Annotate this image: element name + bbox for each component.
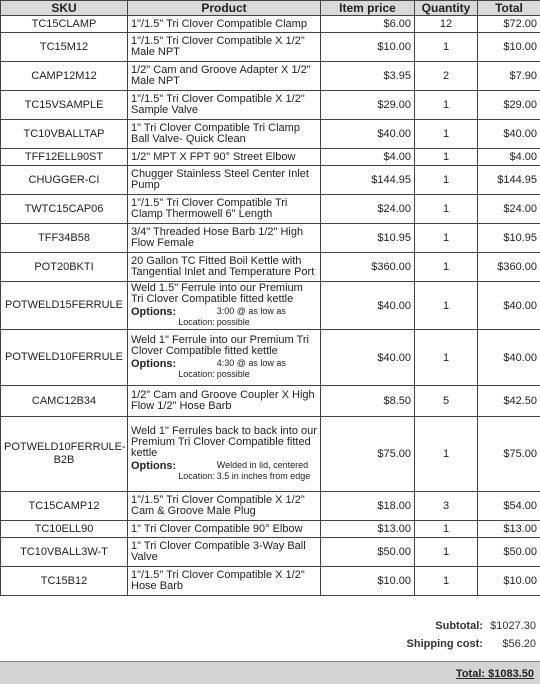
- cell-product: [128, 224, 321, 253]
- shipping-line: [407, 638, 536, 650]
- cell-total: $360.00: [478, 253, 540, 282]
- product-options: [131, 306, 317, 328]
- cell-sku: TWTC15CAP06: [1, 195, 128, 224]
- header-total: Total: [478, 1, 540, 16]
- location-value: Welded in lid, centered 3.5 in inches from edge: [217, 460, 317, 482]
- location-value: 4:30 @ as low as possible: [217, 358, 317, 380]
- product-name: 1" Tri Clover Compatible Tri Clamp Ball Valve- Quick Clean: [131, 123, 317, 145]
- cell-item-price: $75.00: [321, 417, 415, 492]
- product-options: [131, 460, 317, 482]
- cell-sku: TC15CAMP12: [1, 492, 128, 521]
- cell-quantity: 1: [415, 253, 478, 282]
- cell-quantity: 1: [415, 120, 478, 149]
- shipping-label: Shipping cost:: [407, 638, 483, 650]
- cell-total: $10.00: [478, 567, 540, 596]
- cell-item-price: $8.50: [321, 386, 415, 417]
- cell-quantity: 1: [415, 195, 478, 224]
- cell-quantity: 1: [415, 166, 478, 195]
- cell-quantity: 1: [415, 521, 478, 538]
- grand-total-bar: [0, 661, 540, 684]
- options-label: Options:: [131, 306, 176, 328]
- cell-item-price: $10.00: [321, 567, 415, 596]
- cell-quantity: 1: [415, 33, 478, 62]
- cell-item-price: $18.00: [321, 492, 415, 521]
- table-row: [1, 567, 540, 596]
- header-quantity: Quantity: [415, 1, 478, 16]
- cell-sku: POTWELD10FERRULE: [1, 330, 128, 386]
- product-name: 1/2" MPT X FPT 90° Street Elbow: [131, 152, 317, 163]
- header-product: Product: [128, 1, 321, 16]
- cell-product: [128, 417, 321, 492]
- table-row: [1, 166, 540, 195]
- cell-total: $13.00: [478, 521, 540, 538]
- cell-sku: TC15M12: [1, 33, 128, 62]
- cell-sku: POTWELD10FERRULE-B2B: [1, 417, 128, 492]
- cell-total: $144.95: [478, 166, 540, 195]
- cell-product: [128, 33, 321, 62]
- product-name: Weld 1" Ferrule into our Premium Tri Clover Compatible fitted kettle: [131, 335, 317, 357]
- table-row: [1, 149, 540, 166]
- cell-total: $42.50: [478, 386, 540, 417]
- cell-sku: TC10ELL90: [1, 521, 128, 538]
- cell-item-price: $13.00: [321, 521, 415, 538]
- product-name: 1/2" Cam and Groove Adapter X 1/2" Male NPT: [131, 65, 317, 87]
- cell-sku: POTWELD15FERRULE: [1, 282, 128, 330]
- cell-sku: CAMC12B34: [1, 386, 128, 417]
- cell-quantity: 1: [415, 417, 478, 492]
- table-row: [1, 91, 540, 120]
- cell-total: $29.00: [478, 91, 540, 120]
- cell-product: [128, 386, 321, 417]
- cell-product: [128, 16, 321, 33]
- grand-total: [456, 668, 534, 680]
- location-label: Location:: [178, 471, 217, 482]
- cell-sku: CAMP12M12: [1, 62, 128, 91]
- table-row: [1, 492, 540, 521]
- cell-product: [128, 62, 321, 91]
- table-row: [1, 16, 540, 33]
- cell-item-price: $4.00: [321, 149, 415, 166]
- cell-product: [128, 567, 321, 596]
- cell-total: $7.90: [478, 62, 540, 91]
- cell-total: $40.00: [478, 282, 540, 330]
- cell-total: $72.00: [478, 16, 540, 33]
- product-name: 3/4" Threaded Hose Barb 1/2" High Flow Female: [131, 227, 317, 249]
- cell-product: [128, 538, 321, 567]
- product-name: Weld 1.5" Ferrule into our Premium Tri Clover Compatible fitted kettle: [131, 283, 317, 305]
- cell-product: [128, 195, 321, 224]
- cell-quantity: 1: [415, 538, 478, 567]
- cell-sku: TC15B12: [1, 567, 128, 596]
- cell-item-price: $6.00: [321, 16, 415, 33]
- cell-product: [128, 253, 321, 282]
- cell-item-price: $40.00: [321, 120, 415, 149]
- cell-quantity: 1: [415, 224, 478, 253]
- cell-item-price: $29.00: [321, 91, 415, 120]
- cell-sku: TC10VBALL3W-T: [1, 538, 128, 567]
- location-value: 3:00 @ as low as possible: [217, 306, 317, 328]
- options-label: Options:: [131, 460, 176, 482]
- cell-total: $40.00: [478, 120, 540, 149]
- product-name: 1"/1.5" Tri Clover Compatible Clamp: [131, 19, 317, 30]
- table-row: [1, 417, 540, 492]
- product-name: 1" Tri Clover Compatible 3-Way Ball Valve: [131, 541, 317, 563]
- cell-product: [128, 330, 321, 386]
- cell-quantity: 12: [415, 16, 478, 33]
- cell-quantity: 1: [415, 567, 478, 596]
- header-sku: SKU: [1, 1, 128, 16]
- header-item-price: Item price: [321, 1, 415, 16]
- product-name: 1/2" Cam and Groove Coupler X High Flow 1/2" Hose Barb: [131, 390, 317, 412]
- product-name: 1"/1.5" Tri Clover Compatible X 1/2" Hose Barb: [131, 570, 317, 592]
- cell-sku: TC10VBALLTAP: [1, 120, 128, 149]
- cell-product: [128, 149, 321, 166]
- product-name: Chugger Stainless Steel Center Inlet Pump: [131, 169, 317, 191]
- cell-item-price: $40.00: [321, 330, 415, 386]
- cell-item-price: $10.00: [321, 33, 415, 62]
- cell-total: $24.00: [478, 195, 540, 224]
- location-label: Location:: [178, 317, 217, 328]
- cell-item-price: $3.95: [321, 62, 415, 91]
- shipping-value: $56.20: [486, 638, 536, 650]
- cell-quantity: 1: [415, 149, 478, 166]
- product-name: 1"/1.5" Tri Clover Compatible X 1/2" Cam & Groove Male Plug: [131, 495, 317, 517]
- cell-total: $4.00: [478, 149, 540, 166]
- table-row: [1, 330, 540, 386]
- table-row: [1, 282, 540, 330]
- table-row: [1, 120, 540, 149]
- cell-sku: TFF12ELL90ST: [1, 149, 128, 166]
- cell-item-price: $50.00: [321, 538, 415, 567]
- product-name: 20 Gallon TC Fitted Boil Kettle with Tangential Inlet and Temperature Port: [131, 256, 317, 278]
- table-row: [1, 538, 540, 567]
- cell-item-price: $24.00: [321, 195, 415, 224]
- cell-item-price: $144.95: [321, 166, 415, 195]
- cell-product: [128, 91, 321, 120]
- product-name: 1"/1.5" Tri Clover Compatible Tri Clamp Thermowell 6" Length: [131, 198, 317, 220]
- cell-quantity: 2: [415, 62, 478, 91]
- product-name: 1" Tri Clover Compatible 90° Elbow: [131, 524, 317, 535]
- table-header-row: [1, 1, 540, 16]
- cell-total: $10.00: [478, 33, 540, 62]
- table-row: [1, 195, 540, 224]
- cell-sku: TC15CLAMP: [1, 16, 128, 33]
- cell-total: $50.00: [478, 538, 540, 567]
- cell-item-price: $10.95: [321, 224, 415, 253]
- product-name: Weld 1" Ferrules back to back into our Premium Tri Clover Compatible fitted kettle: [131, 426, 317, 459]
- cell-total: $10.95: [478, 224, 540, 253]
- grand-total-label: Total:: [456, 668, 485, 680]
- subtotal-line: [435, 620, 536, 632]
- cell-item-price: $40.00: [321, 282, 415, 330]
- product-options: [131, 358, 317, 380]
- cell-quantity: 1: [415, 330, 478, 386]
- cell-total: $54.00: [478, 492, 540, 521]
- cell-quantity: 5: [415, 386, 478, 417]
- cell-total: $75.00: [478, 417, 540, 492]
- cell-item-price: $360.00: [321, 253, 415, 282]
- table-row: [1, 33, 540, 62]
- options-label: Options:: [131, 358, 176, 380]
- subtotal-label: Subtotal:: [435, 620, 483, 632]
- table-row: [1, 253, 540, 282]
- product-name: 1"/1.5" Tri Clover Compatible X 1/2" Male NPT: [131, 36, 317, 58]
- subtotal-value: $1027.30: [486, 620, 536, 632]
- cell-total: $40.00: [478, 330, 540, 386]
- cell-product: [128, 120, 321, 149]
- table-row: [1, 521, 540, 538]
- cell-quantity: 1: [415, 282, 478, 330]
- cell-sku: POT20BKTI: [1, 253, 128, 282]
- cell-product: [128, 166, 321, 195]
- product-name: 1"/1.5" Tri Clover Compatible X 1/2" Sample Valve: [131, 94, 317, 116]
- grand-total-value: $1083.50: [488, 668, 534, 680]
- location-label: Location:: [178, 369, 217, 380]
- cell-product: [128, 492, 321, 521]
- cell-product: [128, 282, 321, 330]
- table-row: [1, 224, 540, 253]
- cell-quantity: 3: [415, 492, 478, 521]
- cell-sku: CHUGGER-CI: [1, 166, 128, 195]
- table-row: [1, 62, 540, 91]
- cell-product: [128, 521, 321, 538]
- cell-sku: TC15VSAMPLE: [1, 91, 128, 120]
- cell-quantity: 1: [415, 91, 478, 120]
- table-row: [1, 386, 540, 417]
- cell-sku: TFF34B58: [1, 224, 128, 253]
